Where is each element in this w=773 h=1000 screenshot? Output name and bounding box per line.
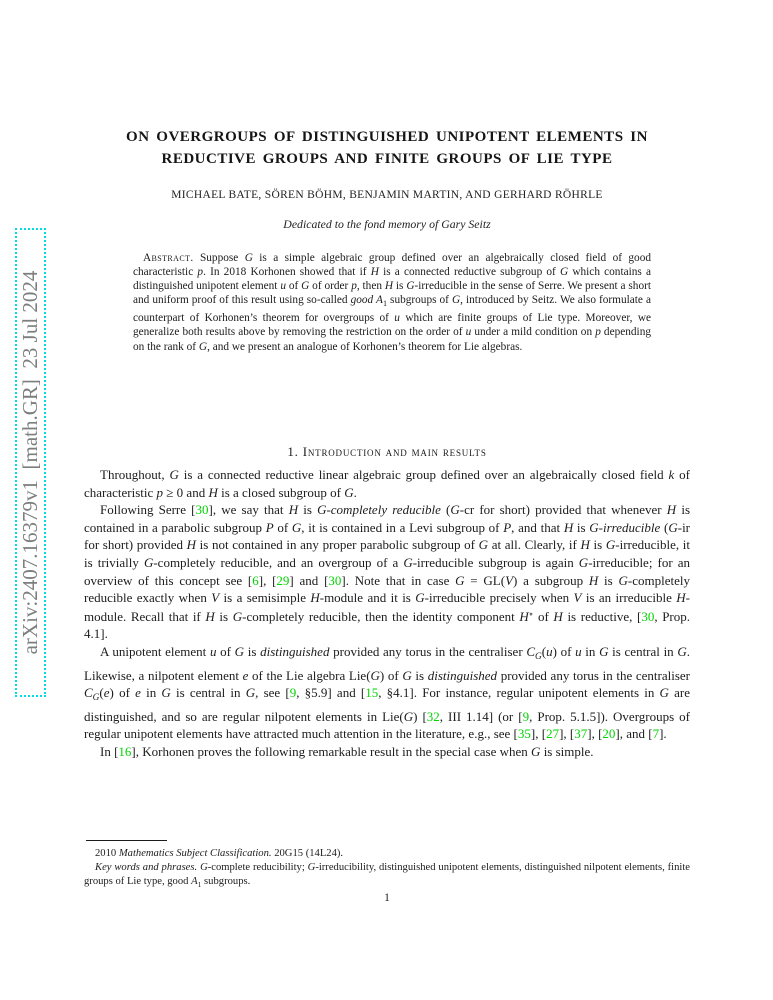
abstract-text: Suppose G is a simple algebraic group defined over an algebraically closed field of good characteristic p. In 2018 Korhonen showed that if H is a connected reductive subgroup of G which contains a distinguished unipotent element u of G of order p, then H is G-irreducible in the sense of Serre. We present a short and uniform proof of this result using so-called good $A_1$ subgroups of G, introduced by Seitz. We also formulate a counterpart of Korhonen’s theorem for overgroups of u which are finite groups of Lie type. Moreover, we generalize both results above by removing the restriction on the order of u under a mild condition on p depending on the rank of G, and we present an analogue of Korhonen’s theorem for Lie algebras. bbox=[133, 252, 652, 353]
citation-link[interactable]: 9 bbox=[522, 708, 530, 724]
authors-line: MICHAEL BATE, SÖREN BÖHM, BENJAMIN MARTIN, AND GERHARD RÖHRLE bbox=[171, 189, 603, 201]
dedication: Dedicated to the fond memory of Gary Seitz bbox=[283, 217, 491, 231]
paper-title bbox=[64, 127, 710, 170]
citation-link[interactable]: 32 bbox=[426, 708, 440, 724]
paper-title-line1: ON OVERGROUPS OF DISTINGUISHED UNIPOTENT ELEMENTS IN bbox=[126, 129, 648, 145]
paragraph-3: A unipotent element u of G is distinguished provided any torus in the centraliser $C_G(u)$ of u in G is central in G. Likewise, a nilpotent element e of the Lie algebra Lie(G) of G is distinguished provided any torus in the centraliser $C_G(e)$ of e in G is central in G, see [9, §5.9] and [15, §4.1]. For instance, regular unipotent elements in G are distinguished, and so are regular nilpotent elements in Lie(G) [32, III 1.14] (or [9, Prop. 5.1.5]). Overgroups of regular unipotent elements have attracted much attention in the literature, e.g., see [35], [27], [37], [20], and [7]. bbox=[84, 643, 691, 742]
paper-title-line2: REDUCTIVE GROUPS AND FINITE GROUPS OF LIE TYPE bbox=[161, 150, 613, 167]
citation-link[interactable]: 30 bbox=[328, 572, 342, 588]
abstract bbox=[133, 251, 651, 354]
citation-link[interactable]: 16 bbox=[118, 743, 132, 759]
citation-link[interactable]: 30 bbox=[641, 608, 655, 624]
footnotes bbox=[84, 840, 690, 892]
footnote-rule bbox=[86, 840, 167, 841]
citation-link[interactable]: 9 bbox=[289, 685, 297, 701]
msc-footnote: 2010 Mathematics Subject Classification. 20G15 (14L24). bbox=[95, 848, 344, 859]
paragraph-2: Following Serre [30], we say that H is G-completely reducible (G-cr for short) provided that whenever H is contained in a parabolic subgroup P of G, it is contained in a Levi subgroup of P, and that H is G-irreducible (G-ir for short) provided H is not contained in any proper parabolic subgroup of G at all. Clearly, if H is G-irreducible, it is trivially G-completely reducible, and an overgroup of a G-irreducible subgroup is again G-irreducible; for an overview of this concept see [6], [29] and [30]. Note that in case G = GL(V) a subgroup H is G-completely reducible exactly when V is a semisimple H-module and it is G-irreducible precisely when V is an irreducible H-module. Recall that if H is G-completely reducible, then the identity component H∘ of H is reductive, [30, Prop. 4.1]. bbox=[84, 502, 691, 642]
citation-link[interactable]: 27 bbox=[546, 726, 560, 742]
citation-link[interactable]: 20 bbox=[602, 726, 616, 742]
paragraph-1: Throughout, G is a connected reductive linear algebraic group defined over an algebraically closed field k of characteristic p ≥ 0 and H is a closed subgroup of G. bbox=[84, 467, 690, 500]
introduction-body bbox=[84, 466, 690, 761]
citation-link[interactable]: 15 bbox=[365, 685, 379, 701]
citation-link[interactable]: 29 bbox=[276, 572, 290, 588]
section-heading: 1. Introduction and main results bbox=[287, 444, 487, 459]
citation-link[interactable]: 7 bbox=[652, 726, 660, 742]
abstract-paragraph bbox=[133, 251, 651, 354]
abstract-label: Abstract. bbox=[143, 252, 194, 264]
keywords-footnote: Key words and phrases. G-complete reducibility; G-irreducibility, distinguished unipotent elements, distinguished nilpotent elements, finite groups of Lie type, good $A_1$ subgroups. bbox=[84, 861, 690, 889]
paragraph-4: In [16], Korhonen proves the following remarkable result in the special case when G is simple. bbox=[100, 743, 594, 759]
citation-link[interactable]: 6 bbox=[252, 572, 259, 588]
page-number: 1 bbox=[384, 892, 390, 904]
arxiv-stamp-link[interactable]: arXiv:2407.16379v1 [math.GR] 23 Jul 2024 bbox=[15, 228, 46, 697]
citation-link[interactable]: 35 bbox=[517, 726, 531, 742]
citation-link[interactable]: 37 bbox=[574, 726, 588, 742]
citation-link[interactable]: 30 bbox=[195, 502, 209, 518]
